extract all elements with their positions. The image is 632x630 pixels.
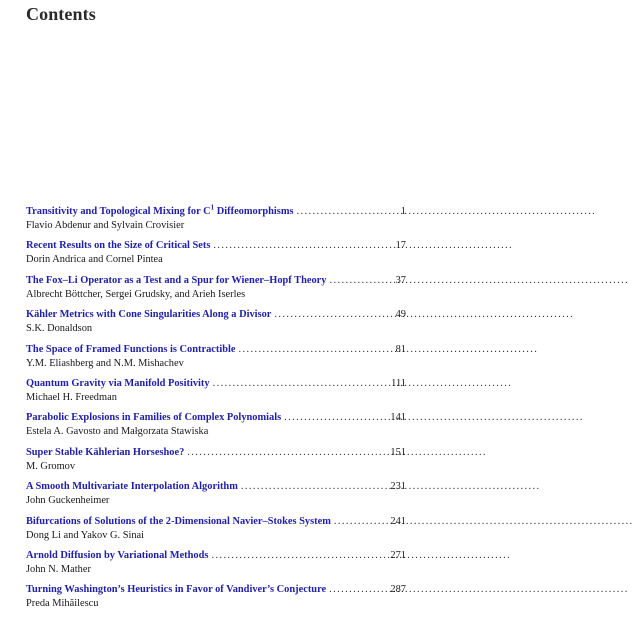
toc-entry-title[interactable]: Turning Washington’s Heuristics in Favor of Vandiver’s Conjecture	[26, 584, 327, 596]
toc-entry-authors: Estela A. Gavosto and Małgorzata Stawiska	[26, 426, 209, 438]
page-heading: Contents	[26, 4, 96, 24]
dot-leader	[297, 205, 381, 219]
toc-title-line	[26, 205, 406, 219]
toc-entry-authors: John Guckenheimer	[26, 495, 110, 507]
toc-entry-title[interactable]: The Space of Framed Functions is Contractible	[26, 343, 236, 355]
toc-entry-title-text-end: Diffeomorphisms	[214, 206, 294, 217]
toc-entry-title[interactable]: Kähler Metrics with Cone Singularities Along a Divisor	[26, 309, 272, 321]
toc-entry-authors: Flavio Abdenur and Sylvain Crovisier	[26, 220, 185, 231]
toc-entry-page: 17	[395, 240, 406, 252]
toc-entry[interactable]	[26, 515, 406, 549]
toc-title-line	[26, 515, 406, 529]
dot-leader	[284, 411, 381, 425]
toc-entry[interactable]	[26, 239, 406, 273]
toc-entry-page: 151	[390, 446, 406, 458]
toc-entry-page: 141	[390, 412, 406, 424]
dot-leader	[213, 239, 381, 253]
toc-entry[interactable]	[26, 274, 406, 308]
toc-entry-authors: Dorin Andrica and Cornel Pintea	[26, 254, 163, 266]
toc-entry[interactable]	[26, 446, 406, 480]
toc-title-line	[26, 343, 406, 357]
dot-leader	[334, 515, 381, 529]
dot-leader	[239, 343, 381, 357]
toc-entry-title[interactable]: A Smooth Multivariate Interpolation Algorithm	[26, 481, 238, 493]
dot-leader	[241, 480, 381, 494]
toc-entry-authors: Y.M. Eliashberg and N.M. Mishachev	[26, 357, 184, 369]
toc-entry-authors: Preda Mihăilescu	[26, 598, 99, 610]
toc-list	[26, 205, 406, 618]
toc-entry-title[interactable]: The Fox–Li Operator as a Test and a Spur for Wiener–Hopf Theory	[26, 274, 327, 286]
toc-title-line	[26, 274, 406, 288]
toc-entry-title[interactable]: Arnold Diffusion by Variational Methods	[26, 549, 209, 561]
toc-entry-title[interactable]	[26, 205, 294, 219]
dot-leader	[329, 583, 381, 597]
dot-leader	[187, 446, 381, 460]
toc-entry-authors: S.K. Donaldson	[26, 323, 93, 335]
toc-title-line	[26, 377, 406, 391]
toc-entry-page: 287	[390, 584, 406, 596]
toc-entry-title[interactable]: Quantum Gravity via Manifold Positivity	[26, 377, 210, 389]
toc-entry-page: 271	[390, 549, 406, 561]
toc-entry-title[interactable]: Parabolic Explosions in Families of Complex Polynomials	[26, 412, 282, 424]
toc-entry[interactable]	[26, 308, 406, 342]
toc-entry-title[interactable]: Super Stable Kählerian Horseshoe?	[26, 446, 185, 458]
toc-title-line	[26, 411, 406, 425]
toc-entry-authors: Albrecht Böttcher, Sergei Grudsky, and Arieh Iserles	[26, 288, 246, 300]
dot-leader	[213, 377, 381, 391]
toc-entry-title-superscript: 1	[210, 203, 215, 212]
toc-entry-title-text: Transitivity and Topological Mixing for C	[26, 206, 211, 217]
toc-title-line	[26, 308, 406, 322]
toc-entry[interactable]	[26, 343, 406, 377]
toc-entry-page: 111	[391, 377, 406, 389]
toc-entry-authors: Dong Li and Yakov G. Sinai	[26, 529, 145, 541]
dot-leader	[274, 308, 381, 322]
toc-entry[interactable]	[26, 583, 406, 617]
dot-leader	[330, 274, 382, 288]
dot-leader	[211, 549, 381, 563]
toc-entry-page: 37	[395, 274, 406, 286]
toc-entry-authors: Michael H. Freedman	[26, 391, 117, 403]
toc-entry-page: 81	[395, 343, 406, 355]
toc-entry-authors: M. Gromov	[26, 460, 76, 472]
toc-title-line	[26, 583, 406, 597]
toc-entry-title[interactable]: Recent Results on the Size of Critical Sets	[26, 240, 211, 252]
toc-entry-page: 231	[390, 481, 406, 493]
toc-entry[interactable]	[26, 480, 406, 514]
toc-title-line	[26, 480, 406, 494]
toc-entry-authors: John N. Mather	[26, 563, 91, 575]
toc-title-line	[26, 446, 406, 460]
toc-title-line	[26, 239, 406, 253]
toc-entry[interactable]	[26, 549, 406, 583]
toc-entry[interactable]	[26, 377, 406, 411]
toc-entry-page: 49	[395, 309, 406, 321]
toc-entry[interactable]	[26, 411, 406, 445]
toc-entry-title[interactable]: Bifurcations of Solutions of the 2-Dimensional Navier–Stokes System	[26, 515, 331, 527]
toc-entry-page: 1	[400, 206, 406, 217]
toc-title-line	[26, 549, 406, 563]
toc-entry-page: 241	[390, 515, 406, 527]
toc-entry[interactable]	[26, 205, 406, 239]
